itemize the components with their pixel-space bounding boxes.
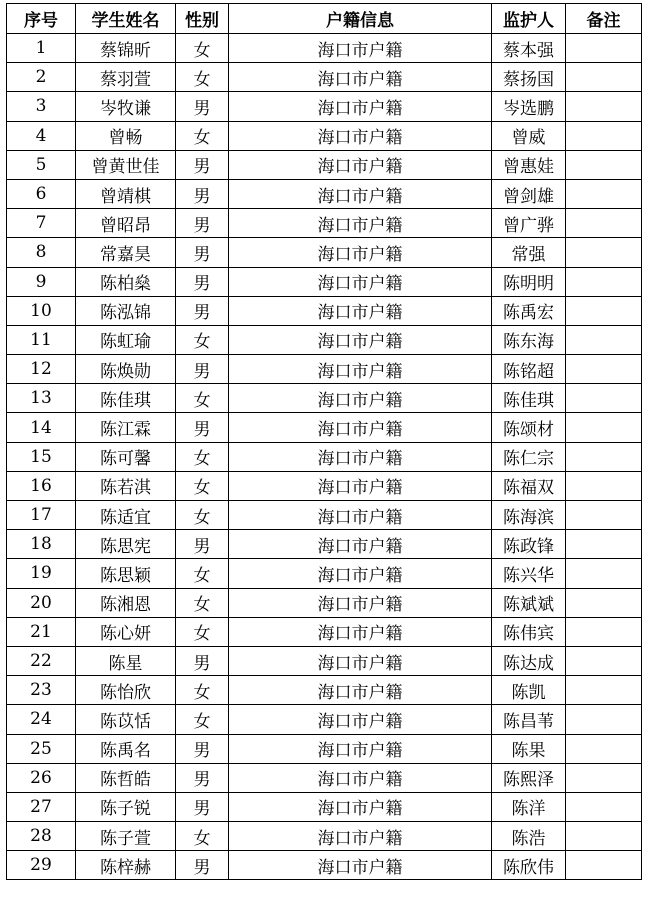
cell-hukou: 海口市户籍 [229,676,492,705]
cell-no: 8 [7,238,76,267]
cell-notes [566,471,642,500]
table-body [7,34,642,880]
cell-gender: 男 [176,238,229,267]
cell-hukou: 海口市户籍 [229,792,492,821]
cell-gender: 女 [176,471,229,500]
table-row [7,792,642,821]
cell-guardian: 曾威 [492,121,566,150]
cell-guardian: 陈海滨 [492,501,566,530]
cell-guardian: 岑选鹏 [492,92,566,121]
cell-student-name: 蔡锦昕 [76,34,176,63]
header-hukou: 户籍信息 [229,4,492,34]
cell-notes [566,559,642,588]
table-row [7,355,642,384]
cell-student-name: 曾靖棋 [76,179,176,208]
cell-notes [566,442,642,471]
cell-no: 25 [7,734,76,763]
cell-no: 10 [7,296,76,325]
cell-no: 7 [7,209,76,238]
cell-student-name: 陈适宜 [76,501,176,530]
cell-no: 2 [7,63,76,92]
cell-no: 3 [7,92,76,121]
cell-gender: 女 [176,617,229,646]
cell-no: 20 [7,588,76,617]
cell-hukou: 海口市户籍 [229,763,492,792]
cell-no: 13 [7,384,76,413]
cell-no: 1 [7,34,76,63]
cell-gender: 男 [176,150,229,179]
table-row [7,734,642,763]
cell-gender: 男 [176,267,229,296]
cell-guardian: 陈果 [492,734,566,763]
table-row [7,296,642,325]
cell-hukou: 海口市户籍 [229,92,492,121]
student-roster-table [6,3,642,880]
cell-guardian: 陈熙泽 [492,763,566,792]
cell-guardian: 陈凯 [492,676,566,705]
header-gender: 性别 [176,4,229,34]
cell-notes [566,792,642,821]
cell-hukou: 海口市户籍 [229,384,492,413]
cell-gender: 男 [176,413,229,442]
cell-notes [566,851,642,880]
cell-guardian: 常强 [492,238,566,267]
cell-notes [566,588,642,617]
cell-student-name: 陈虹瑜 [76,325,176,354]
cell-hukou: 海口市户籍 [229,734,492,763]
table-row [7,267,642,296]
cell-no: 27 [7,792,76,821]
cell-no: 22 [7,646,76,675]
cell-hukou: 海口市户籍 [229,355,492,384]
cell-guardian: 陈禹宏 [492,296,566,325]
table-header [7,4,642,34]
header-name: 学生姓名 [76,4,176,34]
cell-hukou: 海口市户籍 [229,442,492,471]
cell-student-name: 常嘉昊 [76,238,176,267]
table-row [7,238,642,267]
cell-guardian: 陈欣伟 [492,851,566,880]
cell-no: 16 [7,471,76,500]
table-row [7,34,642,63]
cell-no: 14 [7,413,76,442]
cell-student-name: 陈思颖 [76,559,176,588]
cell-guardian: 陈洋 [492,792,566,821]
cell-notes [566,355,642,384]
cell-guardian: 陈昌苇 [492,705,566,734]
cell-no: 11 [7,325,76,354]
cell-hukou: 海口市户籍 [229,851,492,880]
cell-notes [566,179,642,208]
cell-hukou: 海口市户籍 [229,530,492,559]
cell-hukou: 海口市户籍 [229,150,492,179]
cell-gender: 女 [176,121,229,150]
cell-guardian: 陈政锋 [492,530,566,559]
cell-notes [566,646,642,675]
cell-gender: 男 [176,646,229,675]
cell-notes [566,92,642,121]
cell-hukou: 海口市户籍 [229,413,492,442]
cell-notes [566,413,642,442]
cell-gender: 女 [176,588,229,617]
cell-notes [566,501,642,530]
table-row [7,179,642,208]
cell-gender: 男 [176,296,229,325]
cell-hukou: 海口市户籍 [229,705,492,734]
cell-no: 29 [7,851,76,880]
cell-guardian: 陈伟宾 [492,617,566,646]
cell-guardian: 陈东海 [492,325,566,354]
cell-no: 15 [7,442,76,471]
cell-hukou: 海口市户籍 [229,209,492,238]
cell-hukou: 海口市户籍 [229,34,492,63]
cell-student-name: 陈思宪 [76,530,176,559]
table-row [7,413,642,442]
cell-student-name: 陈星 [76,646,176,675]
cell-notes [566,617,642,646]
cell-no: 5 [7,150,76,179]
cell-gender: 女 [176,822,229,851]
cell-no: 17 [7,501,76,530]
cell-student-name: 陈若淇 [76,471,176,500]
cell-gender: 男 [176,763,229,792]
cell-student-name: 陈怡欣 [76,676,176,705]
cell-notes [566,530,642,559]
header-no: 序号 [7,4,76,34]
cell-no: 24 [7,705,76,734]
cell-no: 4 [7,121,76,150]
cell-gender: 女 [176,559,229,588]
cell-notes [566,822,642,851]
cell-guardian: 陈兴华 [492,559,566,588]
cell-student-name: 陈苡恬 [76,705,176,734]
cell-hukou: 海口市户籍 [229,238,492,267]
cell-gender: 女 [176,325,229,354]
table-row [7,530,642,559]
cell-hukou: 海口市户籍 [229,267,492,296]
cell-student-name: 蔡羽萱 [76,63,176,92]
cell-notes [566,384,642,413]
table-row [7,617,642,646]
cell-guardian: 陈佳琪 [492,384,566,413]
cell-student-name: 陈哲皓 [76,763,176,792]
cell-no: 6 [7,179,76,208]
cell-hukou: 海口市户籍 [229,588,492,617]
table-row [7,209,642,238]
cell-notes [566,763,642,792]
table-row [7,471,642,500]
table-row [7,325,642,354]
cell-student-name: 岑牧谦 [76,92,176,121]
cell-no: 9 [7,267,76,296]
cell-guardian: 蔡本强 [492,34,566,63]
table-row [7,559,642,588]
cell-student-name: 陈泓锦 [76,296,176,325]
cell-hukou: 海口市户籍 [229,325,492,354]
cell-gender: 男 [176,851,229,880]
table-row [7,501,642,530]
cell-student-name: 陈梓赫 [76,851,176,880]
cell-no: 26 [7,763,76,792]
table-row [7,705,642,734]
cell-no: 21 [7,617,76,646]
cell-no: 19 [7,559,76,588]
cell-student-name: 陈焕勋 [76,355,176,384]
cell-hukou: 海口市户籍 [229,471,492,500]
cell-notes [566,734,642,763]
cell-no: 18 [7,530,76,559]
cell-hukou: 海口市户籍 [229,63,492,92]
header-notes: 备注 [566,4,642,34]
cell-hukou: 海口市户籍 [229,501,492,530]
cell-hukou: 海口市户籍 [229,559,492,588]
cell-guardian: 陈铭超 [492,355,566,384]
table-row [7,384,642,413]
cell-no: 28 [7,822,76,851]
cell-notes [566,121,642,150]
cell-notes [566,238,642,267]
table-row [7,676,642,705]
cell-student-name: 曾黄世佳 [76,150,176,179]
cell-gender: 男 [176,92,229,121]
table-row [7,851,642,880]
cell-notes [566,34,642,63]
cell-gender: 男 [176,792,229,821]
cell-guardian: 陈颂材 [492,413,566,442]
cell-guardian: 陈明明 [492,267,566,296]
cell-gender: 男 [176,355,229,384]
cell-student-name: 陈心妍 [76,617,176,646]
cell-notes [566,705,642,734]
table-row [7,646,642,675]
cell-hukou: 海口市户籍 [229,121,492,150]
cell-student-name: 陈佳琪 [76,384,176,413]
cell-guardian: 曾惠娃 [492,150,566,179]
cell-notes [566,267,642,296]
cell-gender: 女 [176,63,229,92]
cell-hukou: 海口市户籍 [229,617,492,646]
table-row [7,442,642,471]
table-row [7,763,642,792]
cell-gender: 女 [176,705,229,734]
cell-student-name: 陈柏燊 [76,267,176,296]
cell-student-name: 陈禹名 [76,734,176,763]
cell-gender: 男 [176,209,229,238]
cell-hukou: 海口市户籍 [229,296,492,325]
cell-student-name: 陈子锐 [76,792,176,821]
cell-guardian: 陈斌斌 [492,588,566,617]
cell-notes [566,325,642,354]
cell-notes [566,209,642,238]
cell-guardian: 陈福双 [492,471,566,500]
cell-gender: 男 [176,179,229,208]
table-row [7,822,642,851]
cell-student-name: 陈江霖 [76,413,176,442]
cell-guardian: 陈仁宗 [492,442,566,471]
header-guardian: 监护人 [492,4,566,34]
cell-student-name: 曾昭昂 [76,209,176,238]
cell-gender: 女 [176,442,229,471]
table-row [7,150,642,179]
cell-gender: 女 [176,384,229,413]
cell-guardian: 陈达成 [492,646,566,675]
cell-gender: 女 [176,34,229,63]
cell-student-name: 陈可馨 [76,442,176,471]
cell-no: 23 [7,676,76,705]
cell-gender: 男 [176,530,229,559]
cell-notes [566,150,642,179]
cell-notes [566,63,642,92]
cell-student-name: 曾畅 [76,121,176,150]
cell-guardian: 蔡扬国 [492,63,566,92]
cell-gender: 女 [176,501,229,530]
cell-guardian: 曾广骅 [492,209,566,238]
cell-notes [566,296,642,325]
table-row [7,588,642,617]
table-row [7,121,642,150]
cell-student-name: 陈子萱 [76,822,176,851]
cell-gender: 男 [176,734,229,763]
header-row [7,4,642,34]
cell-hukou: 海口市户籍 [229,179,492,208]
cell-guardian: 陈浩 [492,822,566,851]
cell-hukou: 海口市户籍 [229,646,492,675]
table-row [7,63,642,92]
cell-notes [566,676,642,705]
cell-no: 12 [7,355,76,384]
cell-hukou: 海口市户籍 [229,822,492,851]
cell-student-name: 陈湘恩 [76,588,176,617]
table-row [7,92,642,121]
cell-gender: 女 [176,676,229,705]
cell-guardian: 曾剑雄 [492,179,566,208]
